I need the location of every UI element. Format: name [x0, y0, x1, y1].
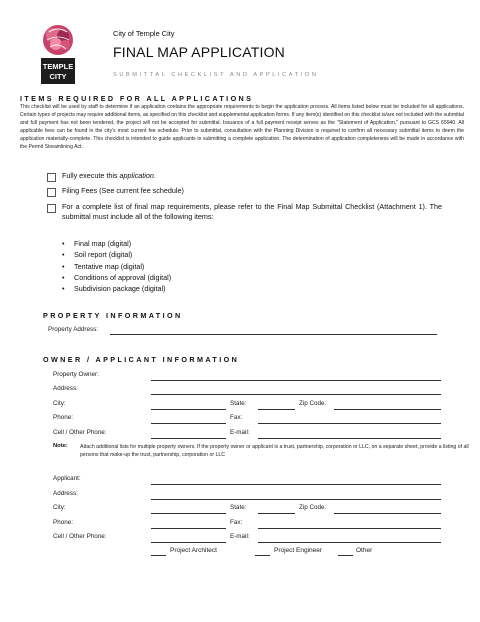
owner-city-label: City:	[53, 400, 66, 407]
property-address-field[interactable]	[110, 334, 437, 335]
checklist-item-fees-label: Filing Fees (See current fee schedule)	[62, 186, 184, 195]
applicant-state-field[interactable]	[258, 513, 295, 514]
applicant-fax-field[interactable]	[258, 528, 441, 529]
checkbox-execute[interactable]	[47, 173, 56, 182]
applicant-email-field[interactable]	[258, 542, 441, 543]
applicant-state-label: State:	[230, 504, 247, 511]
owner-email-field[interactable]	[258, 438, 441, 439]
note-label: Note:	[53, 443, 68, 449]
temple-city-logo	[41, 24, 75, 84]
applicant-address-field[interactable]	[151, 499, 441, 500]
owner-address-label: Address:	[53, 385, 78, 392]
option-architect-blank[interactable]	[151, 555, 166, 556]
list-item: • Soil report (digital)	[62, 249, 171, 260]
applicant-zip-field[interactable]	[334, 513, 441, 514]
applicant-field[interactable]	[151, 484, 441, 485]
property-address-label: Property Address:	[48, 326, 99, 333]
required-items-list	[62, 238, 171, 294]
page-subtitle: SUBMITTAL CHECKLIST AND APPLICATION	[113, 72, 319, 78]
owner-email-label: E-mail:	[230, 429, 250, 436]
logo-text-city: CITY	[49, 72, 67, 81]
owner-cell-field[interactable]	[151, 438, 226, 439]
list-item: • Conditions of approval (digital)	[62, 272, 171, 283]
applicant-phone-label: Phone:	[53, 519, 73, 526]
property-owner-label: Property Owner:	[53, 371, 99, 378]
option-other-blank[interactable]	[338, 555, 353, 556]
applicant-label: Applicant:	[53, 475, 81, 482]
owner-fax-field[interactable]	[258, 423, 441, 424]
applicant-cell-field[interactable]	[151, 542, 226, 543]
property-owner-field[interactable]	[151, 380, 441, 381]
applicant-cell-label: Cell / Other Phone:	[53, 533, 107, 540]
checklist-item-map-requirements	[47, 204, 442, 223]
owner-phone-label: Phone:	[53, 414, 73, 421]
applicant-address-label: Address:	[53, 490, 78, 497]
owner-state-field[interactable]	[258, 409, 295, 410]
applicant-city-field[interactable]	[151, 513, 226, 514]
applicant-city-label: City:	[53, 504, 66, 511]
items-required-heading: ITEMS REQUIRED FOR ALL APPLICATIONS	[20, 94, 254, 103]
checklist-item-map-requirements-label: For a complete list of final map requirements, please refer to the Final Map Submittal Checklist (Attachment 1). The submittal must include all of the following items:	[62, 202, 442, 222]
checklist-item-execute-label: Fully execute this application.	[62, 171, 156, 180]
applicant-phone-field[interactable]	[151, 528, 226, 529]
owner-cell-label: Cell / Other Phone:	[53, 429, 107, 436]
checklist-item-fees	[47, 188, 184, 197]
note-text: Attach additional lists for multiple property owners. If the property owner or applicant is a trust, partnership, corporation or LLC, on a separate sheet, provide a listing of all persons that make-up the trust, partnership, corporation or LLC	[80, 444, 469, 458]
applicant-fax-label: Fax:	[230, 519, 243, 526]
list-item: • Tentative map (digital)	[62, 261, 171, 272]
owner-zip-label: Zip Code:	[299, 400, 327, 407]
property-heading: PROPERTY INFORMATION	[43, 311, 183, 320]
list-item: • Final map (digital)	[62, 238, 171, 249]
option-engineer-label: Project Engineer	[274, 547, 323, 554]
owner-state-label: State:	[230, 400, 247, 407]
applicant-zip-label: Zip Code:	[299, 504, 327, 511]
checkbox-fees[interactable]	[47, 188, 56, 197]
owner-fax-label: Fax:	[230, 414, 243, 421]
option-architect-label: Project Architect	[170, 547, 217, 554]
owner-zip-field[interactable]	[334, 409, 441, 410]
owner-phone-field[interactable]	[151, 423, 226, 424]
city-name: City of Temple City	[113, 29, 175, 38]
owner-address-field[interactable]	[151, 394, 441, 395]
flower-logo-icon	[41, 24, 75, 84]
owner-city-field[interactable]	[151, 409, 226, 410]
checkbox-map-requirements[interactable]	[47, 204, 56, 213]
intro-paragraph: This checklist will be used by staff to determine if an application contains the appropriate requirements to begin the application process. All items listed below must be included for all applications. Certain types of projects may require additional items, as specified on this checklist and supplemental application forms. If any item(s) identified on this checklist is/are not included with the submittal and full payment has not been tendered, the project will not be accepted for submittal. Issuance of a full payment receipt serves as the "Statement of Application," pursuant to GCS 65940. All applicable fees can be found in the city's most current fee schedule. Prior to submittal, consultation with the Planning Division is required to confirm all necessary submittal items to deem the application materially-complete. This checklist is intended to guide applicants in submitting a complete application. The determination of application completeness will be made in accordance with the Permit Streamlining Act.	[20, 104, 464, 150]
list-item: • Subdivision package (digital)	[62, 283, 171, 294]
logo-text-temple: TEMPLE	[42, 62, 74, 71]
owner-heading: OWNER / APPLICANT INFORMATION	[43, 355, 240, 364]
applicant-email-label: E-mail:	[230, 533, 250, 540]
page-title: FINAL MAP APPLICATION	[113, 44, 285, 60]
checklist-item-execute	[47, 173, 156, 182]
option-engineer-blank[interactable]	[255, 555, 270, 556]
option-other-label: Other	[356, 547, 373, 554]
